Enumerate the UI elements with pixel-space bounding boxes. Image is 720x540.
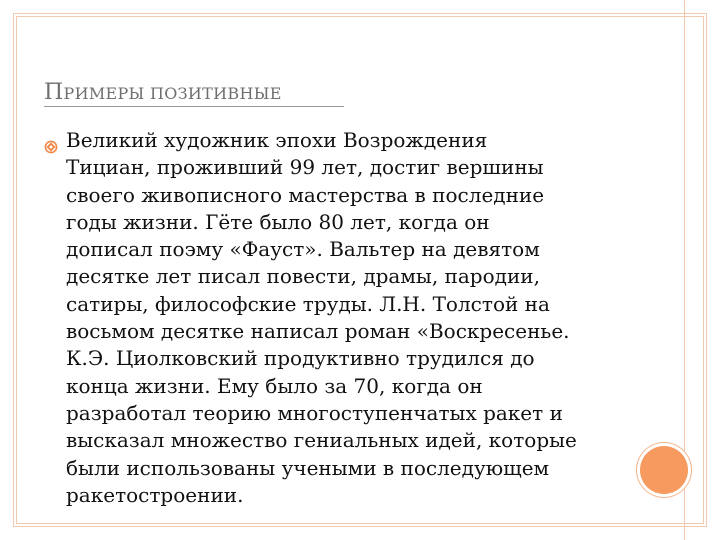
diamond-bullet-icon <box>44 140 58 154</box>
decorative-circle-icon <box>640 446 688 494</box>
body-paragraph: Великий художник эпохи Возрождения Тициан, проживший 99 лет, достиг вершины своего живописного мастерства в последние годы жизни. Гёте было 80 лет, когда он дописал поэму «Фауст». Вальтер на девятом десятке лет писал повести, драмы, пародии, сатиры, философские труды. Л.Н. Толстой на восьмом десятке написал роман «Воскресенье. К.Э. Циолковский продуктивно трудился до конца жизни. Ему было за 70, когда он разработал теорию многоступенчатых ракет и высказал множество гениальных идей, которые были использованы учеными в последующем ракетостроении. <box>66 128 577 507</box>
title-underline <box>44 106 344 107</box>
title-first-letter: П <box>44 80 64 105</box>
title-rest: РИМЕРЫ ПОЗИТИВНЫЕ <box>63 84 282 103</box>
slide-title <box>44 80 282 105</box>
